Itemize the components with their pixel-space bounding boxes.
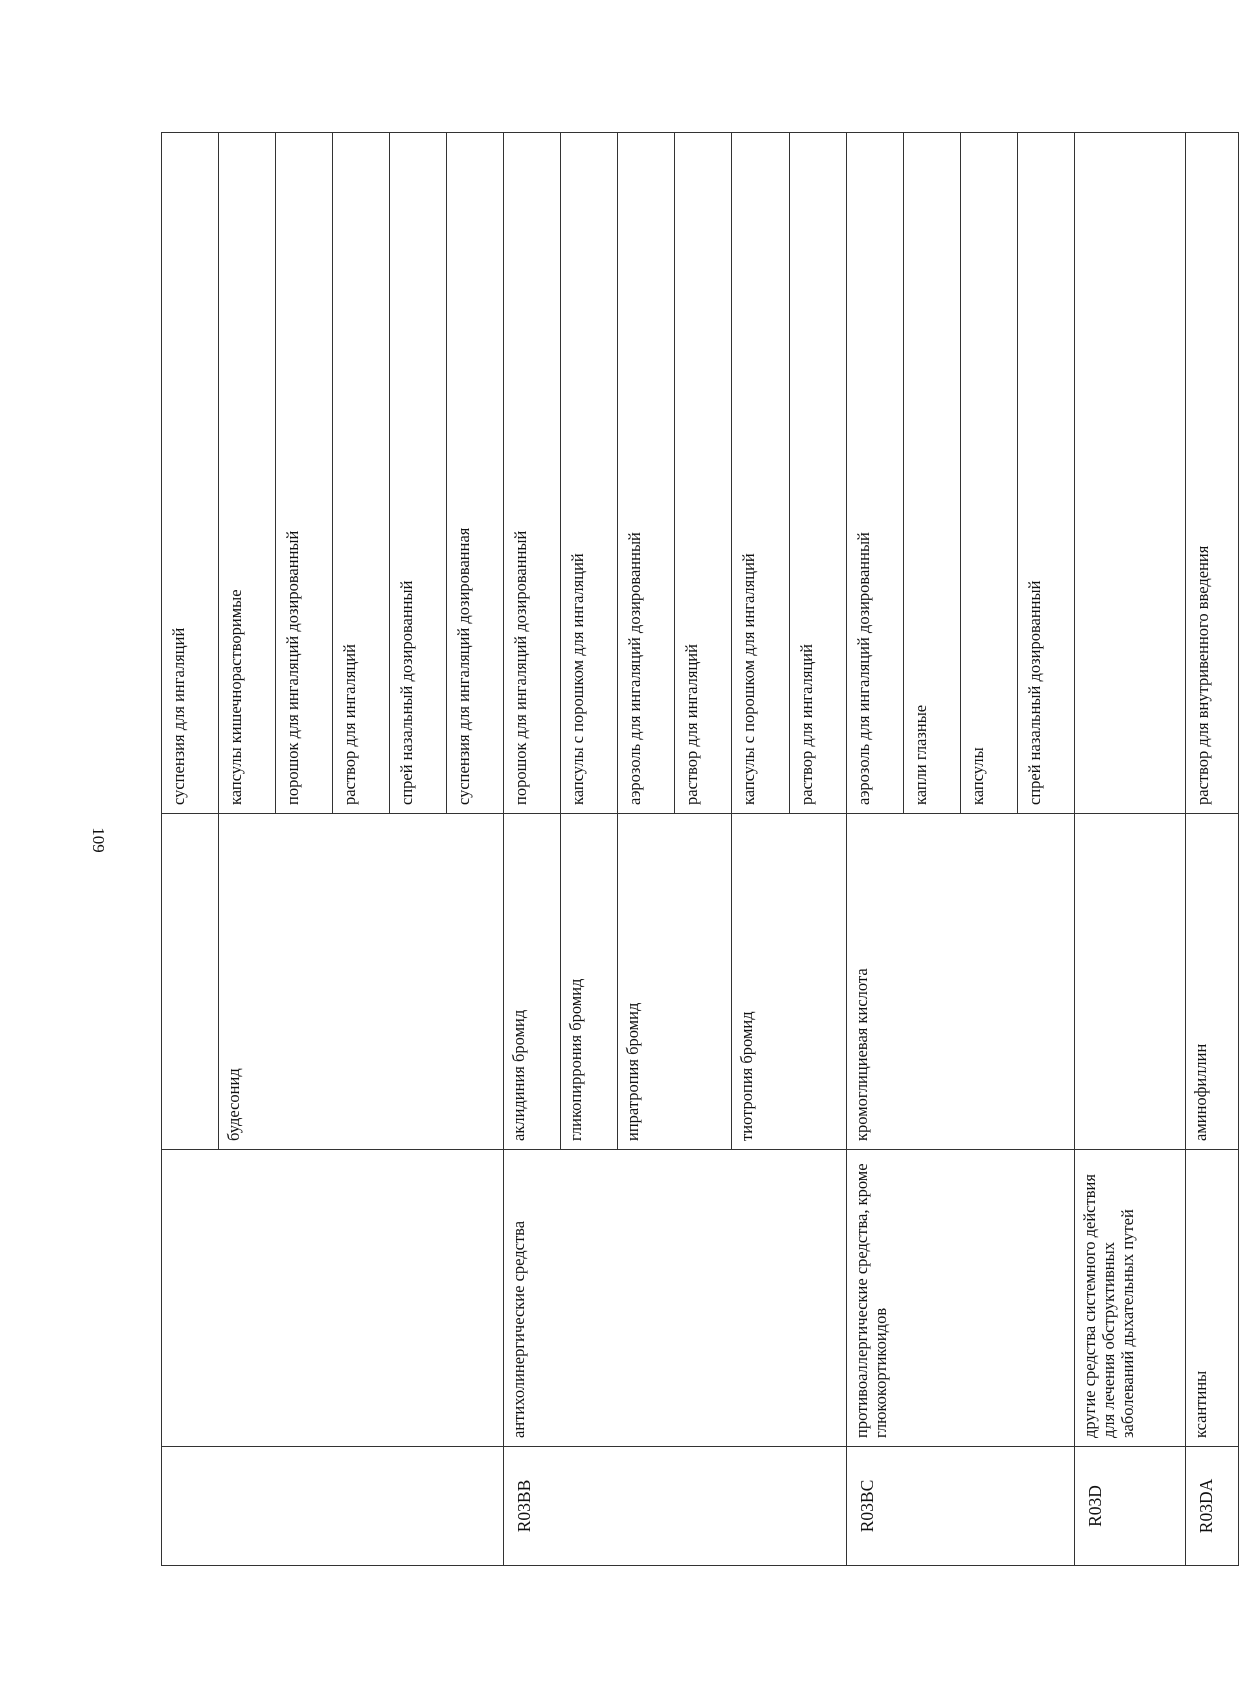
- group-cell: антихолинергические средства: [504, 1150, 846, 1447]
- form-cell: капсулы с порошком для ингаляций: [732, 133, 789, 814]
- group-cell: [162, 1150, 504, 1447]
- table-row: [504, 133, 561, 1566]
- form-cell: порошок для ингаляций дозированный: [276, 133, 333, 814]
- form-cell: спрей назальный дозированный: [1017, 133, 1074, 814]
- table-row: [162, 133, 219, 1566]
- drug-cell: аминофиллин: [1186, 814, 1239, 1150]
- form-cell: аэрозоль для ингаляций дозированный: [846, 133, 903, 814]
- form-cell: порошок для ингаляций дозированный: [504, 133, 561, 814]
- drug-cell: тиотропия бромид: [732, 814, 846, 1150]
- drug-cell: будесонид: [219, 814, 504, 1150]
- drug-cell: ипратропия бромид: [618, 814, 732, 1150]
- drug-cell: [1074, 814, 1186, 1150]
- form-cell: раствор для ингаляций: [333, 133, 390, 814]
- drug-cell: кромоглициевая кислота: [846, 814, 1074, 1150]
- form-cell: суспензия для ингаляций: [162, 133, 219, 814]
- table-row: [1074, 133, 1186, 1566]
- atc-code-cell: [162, 1447, 504, 1566]
- group-cell: ксантины: [1186, 1150, 1239, 1447]
- atc-code-cell: R03DA: [1186, 1447, 1239, 1566]
- form-cell: спрей назальный дозированный: [390, 133, 447, 814]
- atc-code-cell: R03D: [1074, 1447, 1186, 1566]
- drug-cell: [162, 814, 219, 1150]
- form-cell: суспензия для ингаляций дозированная: [447, 133, 504, 814]
- form-cell: капсулы кишечнорастворимые: [219, 133, 276, 814]
- drug-table: [161, 132, 1239, 1566]
- group-cell: противоаллергические средства, кроме глюкокортикоидов: [846, 1150, 1074, 1447]
- form-cell: раствор для внутривенного введения: [1186, 133, 1239, 814]
- table-row: [846, 133, 903, 1566]
- drug-cell: гликопиррония бромид: [561, 814, 618, 1150]
- form-cell: раствор для ингаляций: [675, 133, 732, 814]
- form-cell: капсулы: [960, 133, 1017, 814]
- drug-cell: аклидиния бромид: [504, 814, 561, 1150]
- form-cell: капсулы с порошком для ингаляций: [561, 133, 618, 814]
- form-cell: капли глазные: [903, 133, 960, 814]
- atc-code-cell: R03BC: [846, 1447, 1074, 1566]
- page-number: 109: [89, 827, 108, 853]
- form-cell: [1074, 133, 1186, 814]
- form-cell: аэрозоль для ингаляций дозированный: [618, 133, 675, 814]
- group-cell: другие средства системного действия для лечения обструктивных заболеваний дыхательных путей: [1074, 1150, 1186, 1447]
- rotated-table-wrapper: [161, 133, 1239, 1566]
- table-row: [1186, 133, 1239, 1566]
- atc-code-cell: R03BB: [504, 1447, 846, 1566]
- form-cell: раствор для ингаляций: [789, 133, 846, 814]
